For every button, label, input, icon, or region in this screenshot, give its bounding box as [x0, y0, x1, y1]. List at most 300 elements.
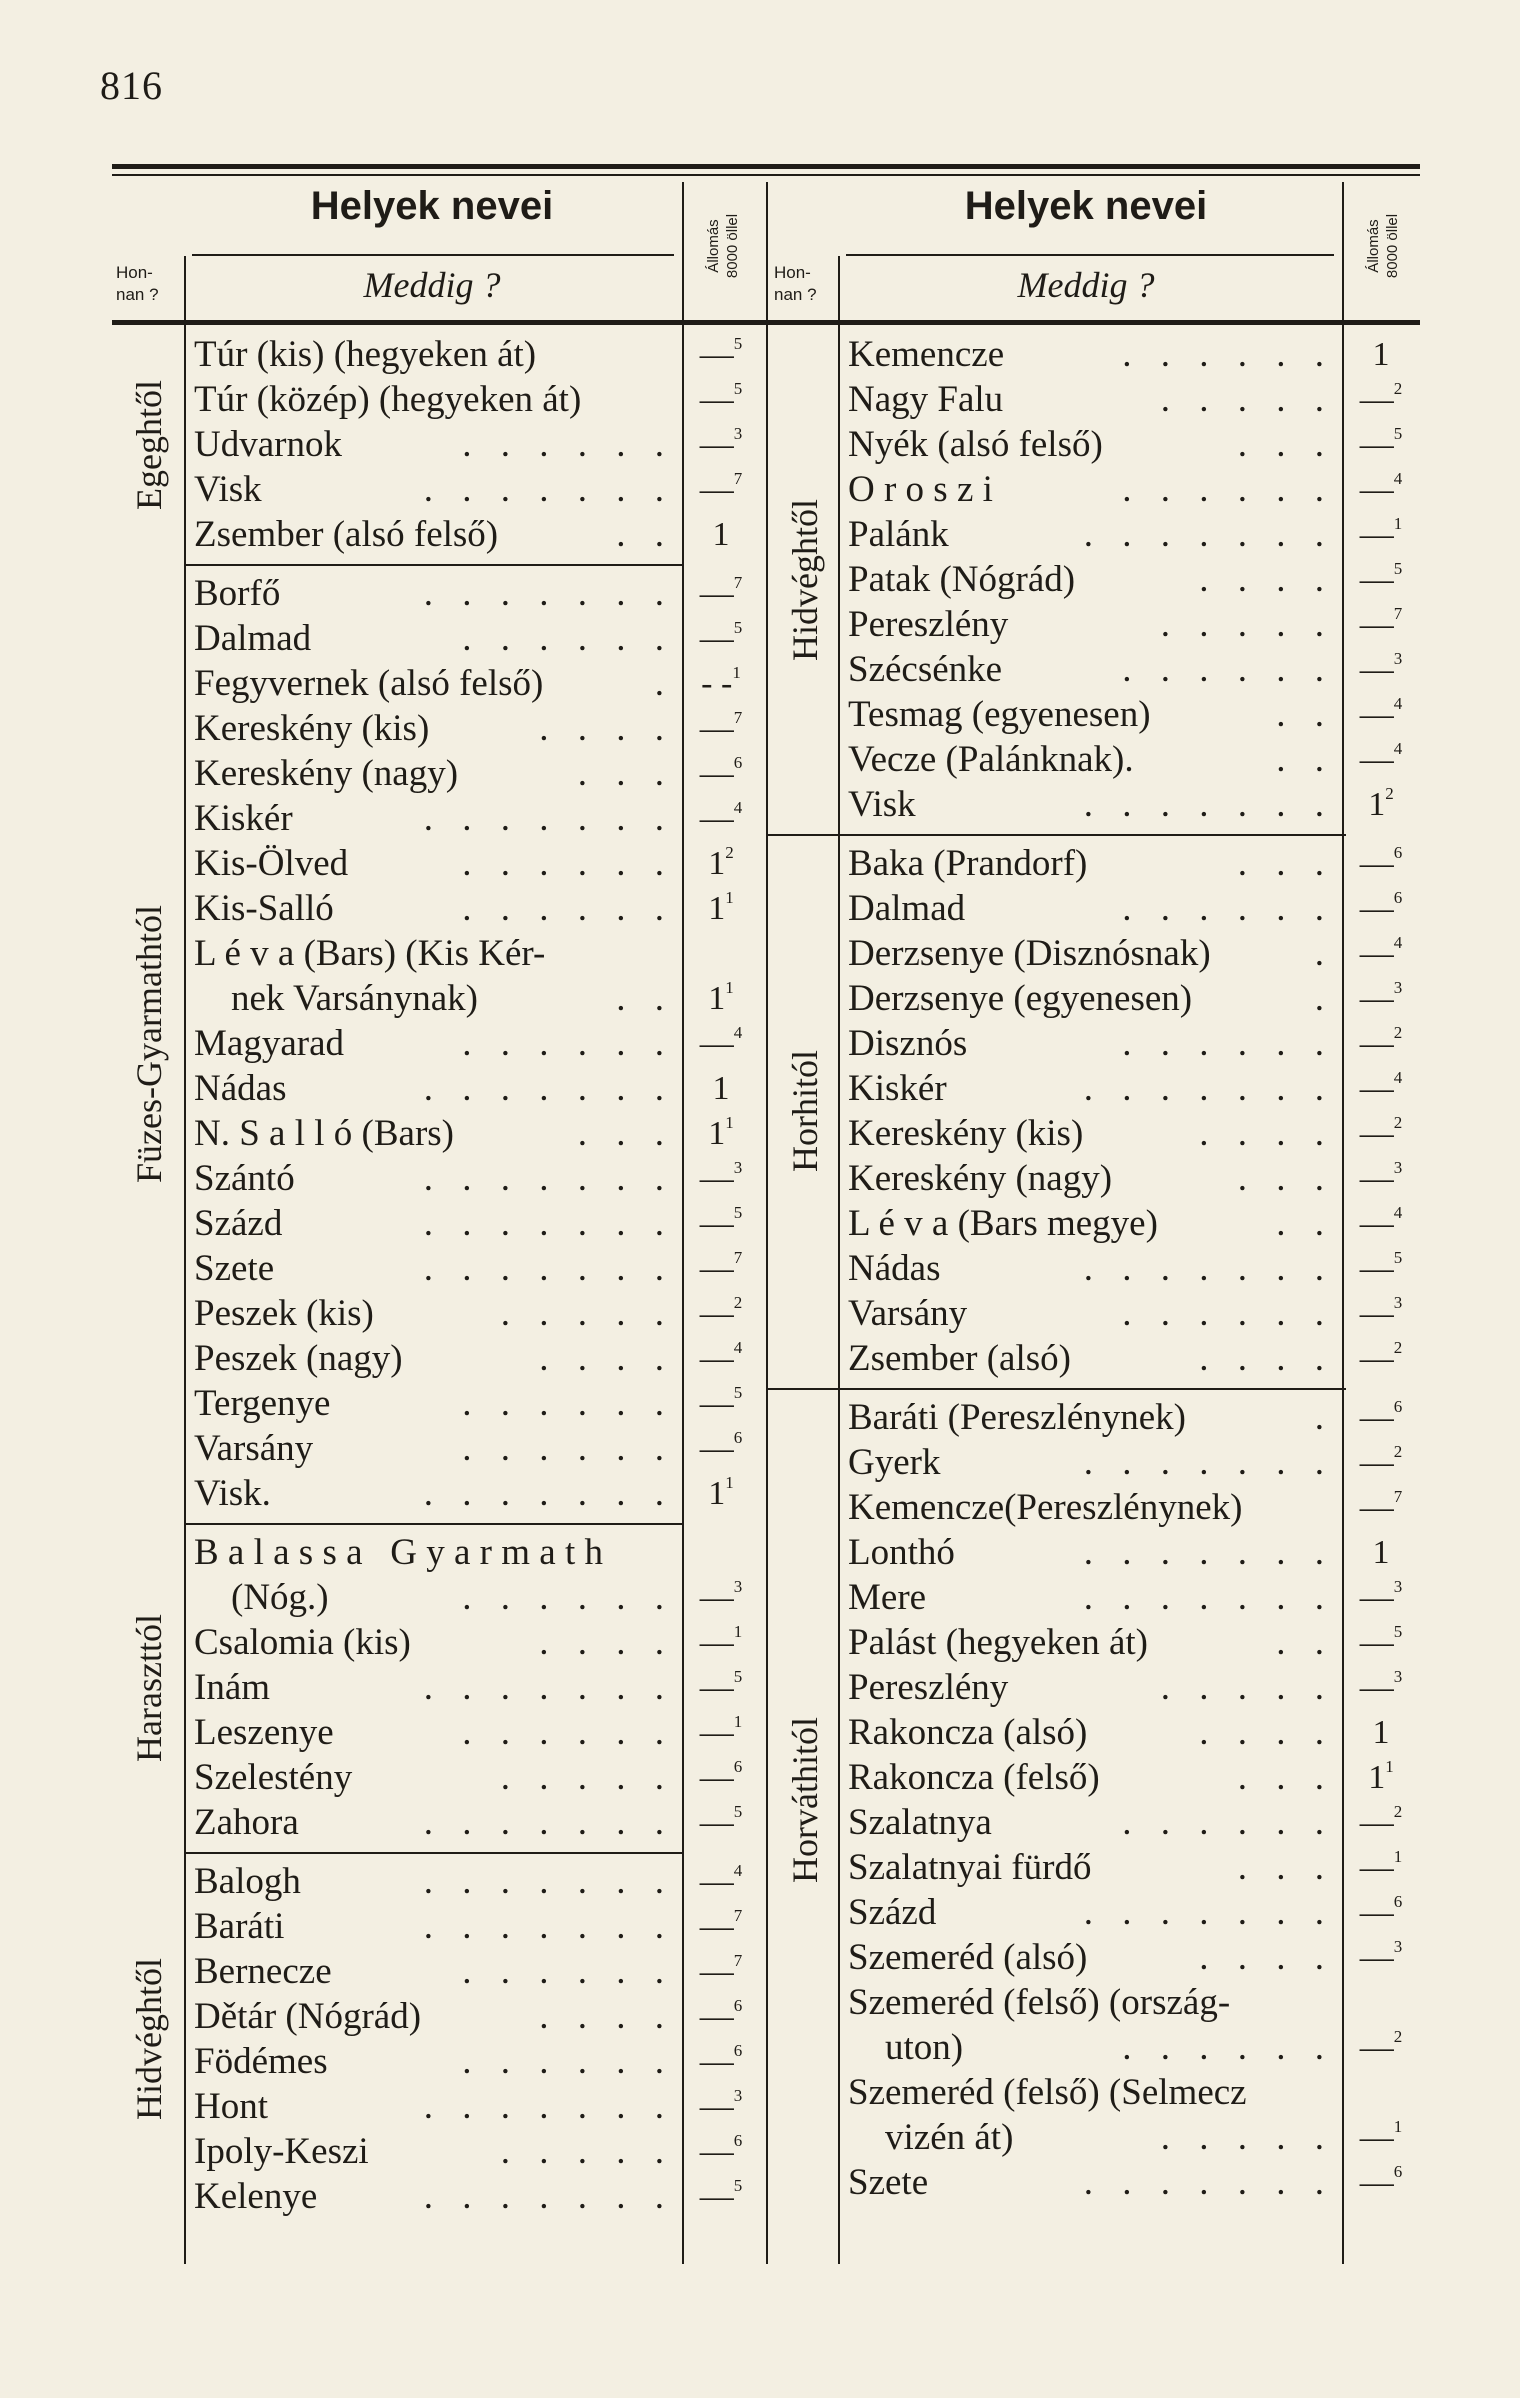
leader-dots: . [1314, 933, 1334, 974]
station-count-value: — [1359, 1804, 1394, 1841]
station-count-value: 1 [1372, 1714, 1390, 1751]
leader-dots: . . . . . . . [423, 2176, 674, 2217]
group-origin-label [774, 332, 836, 827]
station-count-value: — [699, 2043, 734, 2080]
station-count-value: — [1359, 1250, 1394, 1287]
table-row [848, 1935, 1334, 1980]
table-row [848, 1665, 1334, 1710]
leader-dots: . . . . [539, 1996, 674, 2037]
table-row [848, 1710, 1334, 1755]
place-name: Nagy Falu [848, 379, 1004, 420]
place-name: Baka (Prandorf) [848, 843, 1088, 884]
place-name: Mere [848, 1577, 927, 1618]
station-count-fraction: 2 [1393, 1113, 1403, 1132]
place-name: Leszenye [194, 1712, 334, 1753]
station-count [686, 1111, 756, 1156]
place-name: Kemencze(Pereszlénynek) [848, 1487, 1243, 1528]
leader-dots: . . . . . . . [423, 1473, 674, 1514]
table-row [848, 841, 1334, 886]
left-column-block [112, 164, 766, 2264]
station-count-value: — [1359, 1894, 1394, 1931]
station-count [686, 1904, 756, 1949]
table-row [848, 512, 1334, 557]
station-count [686, 1710, 756, 1755]
station-count-value: — [1359, 1444, 1394, 1481]
leader-dots: . [1314, 978, 1334, 1019]
table-row [194, 1859, 674, 1904]
station-count [1346, 886, 1416, 931]
place-name: Derzsenye (Disznósnak) [848, 933, 1211, 974]
place-name: Rakoncza (alsó) [848, 1712, 1088, 1753]
leader-dots: . . . . [539, 1338, 674, 1379]
place-name: Túr (kis) (hegyeken át) [194, 334, 537, 375]
station-count [1346, 1845, 1416, 1890]
header-stations-label-right: Állomás 8000 öllel [1365, 213, 1401, 279]
place-name: Kis-Salló [194, 888, 334, 929]
station-count [1346, 1246, 1416, 1291]
station-count-value: — [699, 1624, 734, 1661]
station-count-value: — [699, 1340, 734, 1377]
leader-dots: . . . [577, 1113, 674, 1154]
station-count [1346, 1980, 1416, 2025]
place-name: (Nóg.) [194, 1577, 329, 1618]
station-count-fraction: 1 [1393, 2117, 1403, 2136]
station-count-value: — [1359, 1624, 1394, 1661]
station-count [686, 751, 756, 796]
place-name: Tesmag (egyenesen) [848, 694, 1151, 735]
place-name: Szemeréd (felső) (ország- [848, 1982, 1231, 2023]
station-count [1346, 2070, 1416, 2115]
station-count [1346, 1665, 1416, 1710]
station-count [1346, 647, 1416, 692]
station-count-value: — [699, 1430, 734, 1467]
station-count [1346, 1620, 1416, 1665]
leader-dots: . . [1276, 1203, 1334, 1244]
station-count [1346, 1291, 1416, 1336]
station-count-fraction: 5 [733, 1667, 743, 1686]
station-count-fraction: 6 [733, 753, 743, 772]
station-count-fraction: 1 [733, 1712, 743, 1731]
station-count [686, 706, 756, 751]
station-count-value: — [699, 1804, 734, 1841]
station-count-fraction: 1 [1385, 1757, 1394, 1776]
group-separator [766, 1388, 1346, 1390]
place-name: Tergenye [194, 1383, 331, 1424]
leader-dots: . . . [1237, 1757, 1334, 1798]
leader-dots: . . . . . . . [1083, 1532, 1334, 1573]
leader-dots: . . . . . . [1122, 1293, 1334, 1334]
station-count [686, 976, 756, 1021]
leader-dots: . . . . . . . [423, 1861, 674, 1902]
leader-dots: . . . . [539, 708, 674, 749]
leader-dots: . . . . . . . [423, 1802, 674, 1843]
station-count-fraction: 7 [733, 1906, 743, 1925]
station-count-fraction: 2 [1393, 1338, 1403, 1357]
table-row [194, 751, 674, 796]
leader-dots: . . . . . . [1122, 1023, 1334, 1064]
table-row [848, 467, 1334, 512]
header-from-label: Hon- nan ? [116, 263, 159, 304]
leader-dots: . . [1276, 1622, 1334, 1663]
group-origin-text: Füzes-Gyarmathtól [129, 904, 169, 1183]
table-row [194, 1426, 674, 1471]
station-count [1346, 1156, 1416, 1201]
leader-dots: . . . . [1199, 1338, 1334, 1379]
page-number: 816 [100, 63, 163, 108]
place-name: Csalomia (kis) [194, 1622, 411, 1663]
station-count-fraction: 5 [1393, 1248, 1403, 1267]
leader-dots: . . . . [1199, 1937, 1334, 1978]
station-count [1346, 931, 1416, 976]
leader-dots: . . . . [1199, 1712, 1334, 1753]
leader-dots: . . . . [1199, 559, 1334, 600]
station-count-fraction: 1 [725, 1113, 734, 1132]
table-row [848, 2025, 1334, 2070]
right-column-block [766, 164, 1420, 2264]
place-name: Nádas [194, 1068, 287, 1109]
place-name: Visk [194, 469, 262, 510]
place-name: Hont [194, 2086, 268, 2127]
station-count [686, 2129, 756, 2174]
place-name: Szemeréd (alsó) [848, 1937, 1088, 1978]
place-name: Gyerk [848, 1442, 941, 1483]
place-name: Dětár (Nógrád) [194, 1996, 422, 2037]
station-count [686, 1426, 756, 1471]
station-count [1346, 1440, 1416, 1485]
leader-dots: . . . . . . [1122, 2027, 1334, 2068]
stations-divider-right [1342, 182, 1344, 2264]
station-count [686, 2084, 756, 2129]
station-count [686, 2039, 756, 2084]
group-origin-text: Horváthitól [785, 1717, 826, 1883]
stations-divider [682, 182, 684, 2264]
leader-dots: . . . . . . . [1083, 1577, 1334, 1618]
station-count [686, 512, 756, 557]
place-name: Visk. [194, 1473, 271, 1514]
table-row [194, 1755, 674, 1800]
station-count-value: — [699, 1385, 734, 1422]
leader-dots: . . . . . . . [423, 1906, 674, 1947]
table-row [194, 976, 674, 1021]
station-count-value: — [1359, 741, 1394, 778]
station-count-value: — [1359, 1399, 1394, 1436]
place-name: Bernecze [194, 1951, 332, 1992]
place-name: Szántó [194, 1158, 295, 1199]
station-count-fraction: 6 [1393, 2162, 1403, 2181]
table-row [194, 571, 674, 616]
leader-dots: . . . . . . . [423, 1667, 674, 1708]
station-count [686, 1755, 756, 1800]
station-count-fraction: 3 [733, 1158, 743, 1177]
place-name: Udvarnok [194, 424, 342, 465]
leader-dots: . . . . . [1160, 604, 1334, 645]
station-count [1346, 512, 1416, 557]
header-from-label-right: Hon- nan ? [774, 263, 817, 304]
station-count [1346, 422, 1416, 467]
place-name: Palánk [848, 514, 949, 555]
station-count [1346, 841, 1416, 886]
station-count-value: — [1359, 381, 1394, 418]
table-row [848, 1440, 1334, 1485]
group-origin-label [118, 332, 180, 557]
table-row [848, 1395, 1334, 1440]
table-row [848, 1845, 1334, 1890]
station-count-value: — [699, 1759, 734, 1796]
station-count-fraction: 1 [1393, 514, 1403, 533]
table-row [194, 1246, 674, 1291]
table-row [194, 1381, 674, 1426]
station-count-fraction: 7 [733, 708, 743, 727]
station-count [686, 2174, 756, 2219]
leader-dots: . . . . . [1160, 1667, 1334, 1708]
table-row [848, 692, 1334, 737]
place-name: nek Varsánynak) [194, 978, 478, 1019]
leader-dots: . [654, 663, 674, 704]
station-count-value: — [699, 1714, 734, 1751]
station-count-value: — [699, 1669, 734, 1706]
station-count [1346, 976, 1416, 1021]
from-divider [184, 256, 186, 2264]
table-row [194, 422, 674, 467]
station-count-value: — [1359, 935, 1394, 972]
station-count [686, 1291, 756, 1336]
station-count-value: — [699, 1863, 734, 1900]
leader-dots: . . . . . . [462, 843, 674, 884]
station-count [1346, 467, 1416, 512]
group-origin-label [118, 1859, 180, 2219]
station-count-value: — [1359, 1295, 1394, 1332]
place-name: Baráti (Pereszlénynek) [848, 1397, 1186, 1438]
station-count [686, 1201, 756, 1246]
station-count-fraction: 2 [1393, 379, 1403, 398]
station-count-value: 1 [712, 1070, 730, 1107]
place-name: Patak (Nógrád) [848, 559, 1076, 600]
station-count-fraction: 3 [1393, 1158, 1403, 1177]
station-count [1346, 1575, 1416, 1620]
table-row [848, 1755, 1334, 1800]
table-row [194, 2084, 674, 2129]
station-count-fraction: 2 [1393, 1442, 1403, 1461]
leader-dots: . . . [1237, 843, 1334, 884]
station-count [1346, 1710, 1416, 1755]
station-count [1346, 1800, 1416, 1845]
place-name: Kiskér [194, 798, 293, 839]
station-count-value: 1 [708, 890, 726, 927]
station-count-value: — [699, 2133, 734, 2170]
table-row [194, 1291, 674, 1336]
station-count-value: — [699, 471, 734, 508]
station-count-value: — [1359, 651, 1394, 688]
leader-dots: . . . . . [500, 1757, 674, 1798]
station-count-value: 1 [708, 980, 726, 1017]
station-count-value: — [699, 800, 734, 837]
station-count [686, 1994, 756, 2039]
leader-dots: . . [616, 514, 674, 555]
table-row [848, 1156, 1334, 1201]
station-count-fraction: 2 [733, 1293, 743, 1312]
station-count-value: — [1359, 1939, 1394, 1976]
station-count-fraction: 2 [1393, 1023, 1403, 1042]
station-count-value: 1 [1368, 1759, 1386, 1796]
table-row [194, 1021, 674, 1066]
station-count-value: — [1359, 1025, 1394, 1062]
place-name: Szalatnya [848, 1802, 992, 1843]
station-count-fraction: 3 [1393, 978, 1403, 997]
table-row [848, 377, 1334, 422]
station-count-value: — [1359, 426, 1394, 463]
station-count-fraction: 4 [1393, 739, 1403, 758]
station-count-fraction: 4 [1393, 1203, 1403, 1222]
table-row [848, 1800, 1334, 1845]
station-count-value: 1 [708, 1475, 726, 1512]
station-count-value: — [699, 1160, 734, 1197]
place-name: Palást (hegyeken át) [848, 1622, 1148, 1663]
table-row [848, 1111, 1334, 1156]
station-count-value: — [699, 1250, 734, 1287]
station-count-fraction: 6 [1393, 1397, 1403, 1416]
place-name: Varsány [194, 1428, 314, 1469]
place-name: Szalatnyai fürdő [848, 1847, 1092, 1888]
table-row [848, 976, 1334, 1021]
table-row [194, 1111, 674, 1156]
header-title: Helyek nevei [310, 184, 554, 228]
table-row [848, 1336, 1334, 1381]
station-count [1346, 1201, 1416, 1246]
station-count-fraction: 7 [733, 1248, 743, 1267]
station-count [686, 571, 756, 616]
table-row [848, 1201, 1334, 1246]
place-name: vizén át) [848, 2117, 1014, 2158]
station-count-value: — [1359, 1340, 1394, 1377]
place-name: Födémes [194, 2041, 328, 2082]
table-row [194, 2129, 674, 2174]
station-count [1346, 1021, 1416, 1066]
place-name: Szete [194, 1248, 275, 1289]
table-row [194, 1575, 674, 1620]
station-count [1346, 1935, 1416, 1980]
table-row [848, 1890, 1334, 1935]
table-row [194, 1620, 674, 1665]
table-row [194, 796, 674, 841]
station-count-fraction: 1 [1393, 1847, 1403, 1866]
station-count [686, 931, 756, 976]
leader-dots: . . . . . . . [423, 1068, 674, 1109]
station-count [1346, 2115, 1416, 2160]
place-name: L é v a (Bars megye) [848, 1203, 1158, 1244]
table-row [194, 1800, 674, 1845]
place-name: Inám [194, 1667, 271, 1708]
station-count [686, 1949, 756, 1994]
leader-dots: . . . . . . . [1083, 1068, 1334, 1109]
place-name: Zahora [194, 1802, 299, 1843]
station-count [686, 332, 756, 377]
station-count-value: — [1359, 2029, 1394, 2066]
station-count-fraction: 1 [732, 663, 741, 682]
table-row [848, 2070, 1334, 2115]
station-count-value: — [699, 1205, 734, 1242]
leader-dots: . . . . . . [462, 1428, 674, 1469]
station-count-value: — [699, 1998, 734, 2035]
leader-dots: . . . . . . . [423, 469, 674, 510]
group-separator [184, 564, 684, 566]
leader-dots: . . . . . . [462, 618, 674, 659]
station-count [686, 841, 756, 886]
station-count-value: — [1359, 1669, 1394, 1706]
leader-dots: . . . [1237, 1158, 1334, 1199]
station-count-value: — [699, 1953, 734, 1990]
header-mid-rule [192, 254, 674, 256]
place-name: Rakoncza (felső) [848, 1757, 1100, 1798]
station-count [1346, 692, 1416, 737]
station-count [1346, 1530, 1416, 1575]
leader-dots: . . . . . . . [423, 573, 674, 614]
leader-dots: . . . [1237, 424, 1334, 465]
station-count-fraction: 5 [733, 2176, 743, 2195]
station-count [1346, 1395, 1416, 1440]
table-row [194, 616, 674, 661]
station-count [1346, 1755, 1416, 1800]
table-row [194, 1066, 674, 1111]
station-count-value: — [699, 2178, 734, 2215]
station-count-fraction: 5 [1393, 1622, 1403, 1641]
table-row [194, 332, 674, 377]
table-row [194, 2174, 674, 2219]
station-count [1346, 1111, 1416, 1156]
leader-dots: . . . . . . . [1083, 2162, 1334, 2203]
place-name: Kereskény (nagy) [848, 1158, 1113, 1199]
station-count-fraction: 4 [1393, 469, 1403, 488]
station-count-fraction: 4 [733, 1861, 743, 1880]
station-count-fraction: 5 [733, 1203, 743, 1222]
station-count-fraction: 4 [1393, 694, 1403, 713]
place-name: Túr (közép) (hegyeken át) [194, 379, 582, 420]
station-count [686, 1800, 756, 1845]
leader-dots: . . . . [1199, 1113, 1334, 1154]
station-count-fraction: 7 [1393, 1487, 1403, 1506]
place-name: Kemencze [848, 334, 1005, 375]
station-count-value: — [699, 575, 734, 612]
station-count-value: 1 [712, 516, 730, 553]
station-count-fraction: 6 [733, 1757, 743, 1776]
table-row [194, 1949, 674, 1994]
station-count-value: — [1359, 845, 1394, 882]
station-count [686, 1859, 756, 1904]
station-count-fraction: 6 [1393, 1892, 1403, 1911]
station-count-fraction: 1 [725, 1473, 734, 1492]
leader-dots: . . [1276, 739, 1334, 780]
table-row [848, 422, 1334, 467]
station-count [1346, 1336, 1416, 1381]
station-count-fraction: 4 [733, 1338, 743, 1357]
station-count [1346, 332, 1416, 377]
station-count-fraction: 5 [733, 334, 743, 353]
table-row [848, 737, 1334, 782]
station-count-fraction: 1 [725, 978, 734, 997]
station-count [1346, 782, 1416, 827]
leader-dots: . . . [577, 753, 674, 794]
table-row [848, 332, 1334, 377]
station-count-fraction: 2 [1393, 1802, 1403, 1821]
station-count-value: — [1359, 1489, 1394, 1526]
leader-dots: . . . . . . [1122, 334, 1334, 375]
station-count-fraction: 3 [1393, 1667, 1403, 1686]
table-row [194, 512, 674, 557]
station-count-value: — [1359, 471, 1394, 508]
station-count-value: — [1359, 890, 1394, 927]
station-count-fraction: 7 [1393, 604, 1403, 623]
place-name: Peszek (nagy) [194, 1338, 403, 1379]
group-origin-label [118, 571, 180, 1516]
